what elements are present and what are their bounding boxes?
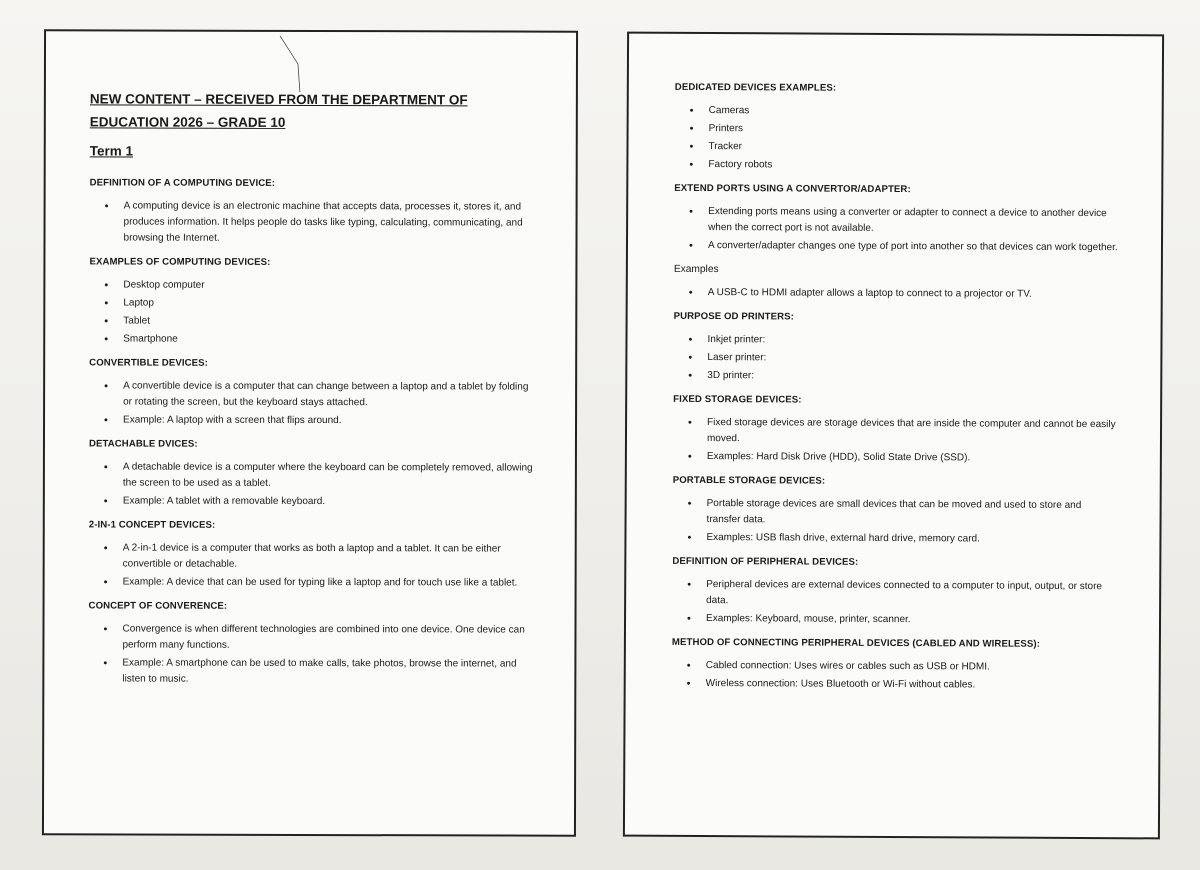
section-heading: PORTABLE STORAGE DEVICES: xyxy=(672,474,826,487)
bullet-item: • Example: A laptop with a screen that flips around. xyxy=(89,412,539,429)
bullet-list xyxy=(672,658,1117,694)
section-heading: DEDICATED DEVICES EXAMPLES: xyxy=(674,81,837,94)
bullet-item: • Printers xyxy=(675,121,1120,139)
section-heading: PURPOSE OD PRINTERS: xyxy=(673,310,794,323)
title-line-2: EDUCATION 2026 – GRADE 10 xyxy=(89,114,286,130)
bullet-list xyxy=(89,378,539,429)
bullet-item: • A detachable device is a computer where the keyboard can be completely removed, allowing the screen to be used as a tablet. xyxy=(89,459,539,492)
left-page xyxy=(42,29,578,836)
bullet-item: • A USB-C to HDMI adapter allows a laptop to connect to a projector or TV. xyxy=(674,285,1119,303)
right-page-content xyxy=(672,82,1120,704)
bullet-list xyxy=(673,332,1118,386)
bullet-item: • Portable storage devices are small devices that can be moved and used to store and transfer data. xyxy=(673,496,1118,530)
bullet-list xyxy=(672,496,1117,548)
bullet-item: • A computing device is an electronic machine that accepts data, processes it, stores it, and produces information. It helps people do tasks like typing, calculating, communicating, and browsing the Internet. xyxy=(89,198,539,247)
section-heading: DEFINITION OF A COMPUTING DEVICE: xyxy=(89,177,276,189)
bullet-item: • A converter/adapter changes one type of port into another so that devices can work together. xyxy=(674,238,1119,256)
bullet-item: • Examples: Hard Disk Drive (HDD), Solid State Drive (SSD). xyxy=(673,449,1118,467)
right-page xyxy=(623,32,1164,840)
bullet-item: • Examples: Keyboard, mouse, printer, scanner. xyxy=(672,611,1117,629)
bullet-item: • Cabled connection: Uses wires or cables such as USB or HDMI. xyxy=(672,658,1117,676)
title-line-1: NEW CONTENT – RECEIVED FROM THE DEPARTMENT OF xyxy=(89,91,468,108)
bullet-list xyxy=(89,198,539,247)
section-heading: METHOD OF CONNECTING PERIPHERAL DEVICES (CABLED AND WIRELESS): xyxy=(671,636,1041,650)
bullet-item: • Laser printer: xyxy=(673,350,1118,368)
pen-mark xyxy=(278,34,304,94)
section-label: Examples xyxy=(673,263,719,276)
section-heading: EXTEND PORTS USING A CONVERTOR/ADAPTER: xyxy=(674,182,911,196)
section-heading: FIXED STORAGE DEVICES: xyxy=(673,393,802,406)
bullet-item: • A 2-in-1 device is a computer that works as both a laptop and a tablet. It can be either convertible or detachable. xyxy=(89,540,539,573)
document-title xyxy=(90,87,530,134)
bullet-list xyxy=(89,277,539,348)
bullet-item: • Smartphone xyxy=(89,331,539,348)
section-heading: DEFINITION OF PERIPHERAL DEVICES: xyxy=(672,555,859,568)
bullet-item: • Factory robots xyxy=(674,157,1119,175)
bullet-item: • Inkjet printer: xyxy=(673,332,1118,350)
bullet-item: • Convergence is when different technologies are combined into one device. One device can perform many functions. xyxy=(88,621,538,654)
bullet-list xyxy=(673,415,1118,467)
bullet-item: • Laptop xyxy=(89,295,539,312)
bullet-item: • Cameras xyxy=(675,103,1120,121)
section-heading: CONCEPT OF CONVERENCE: xyxy=(88,600,228,612)
bullet-item: • Desktop computer xyxy=(89,277,539,294)
bullet-list xyxy=(89,459,539,510)
term-heading: Term 1 xyxy=(89,143,134,159)
bullet-item: • Tracker xyxy=(674,139,1119,157)
bullet-list xyxy=(674,204,1119,256)
bullet-list xyxy=(674,285,1119,303)
bullet-list xyxy=(674,103,1119,175)
bullet-item: • Fixed storage devices are storage devices that are inside the computer and cannot be easily moved. xyxy=(673,415,1118,449)
bullet-list xyxy=(88,621,538,688)
section-heading: CONVERTIBLE DEVICES: xyxy=(89,357,208,369)
bullet-list xyxy=(672,577,1117,629)
left-page-content xyxy=(88,177,539,698)
bullet-item: • Example: A tablet with a removable keyboard. xyxy=(89,493,539,510)
section-heading: DETACHABLE DVICES: xyxy=(88,438,198,450)
bullet-item: • Examples: USB flash drive, external hard drive, memory card. xyxy=(672,530,1117,548)
section-heading: EXAMPLES OF COMPUTING DEVICES: xyxy=(89,256,271,268)
bullet-list xyxy=(89,540,539,591)
bullet-item: • Example: A device that can be used for typing like a laptop and for touch use like a tablet. xyxy=(89,574,539,591)
bullet-item: • Tablet xyxy=(89,313,539,330)
bullet-item: • A convertible device is a computer that can change between a laptop and a tablet by folding or rotating the screen, but the keyboard stays attached. xyxy=(89,378,539,411)
bullet-item: • 3D printer: xyxy=(673,368,1118,386)
bullet-item: • Wireless connection: Uses Bluetooth or Wi-Fi without cables. xyxy=(672,676,1117,694)
bullet-item: • Peripheral devices are external devices connected to a computer to input, output, or store data. xyxy=(672,577,1117,611)
bullet-item: • Example: A smartphone can be used to make calls, take photos, browse the internet, and listen to music. xyxy=(88,655,538,688)
bullet-item: • Extending ports means using a converter or adapter to connect a device to another device when the correct port is not available. xyxy=(674,204,1119,238)
section-heading: 2-IN-1 CONCEPT DEVICES: xyxy=(88,519,216,531)
